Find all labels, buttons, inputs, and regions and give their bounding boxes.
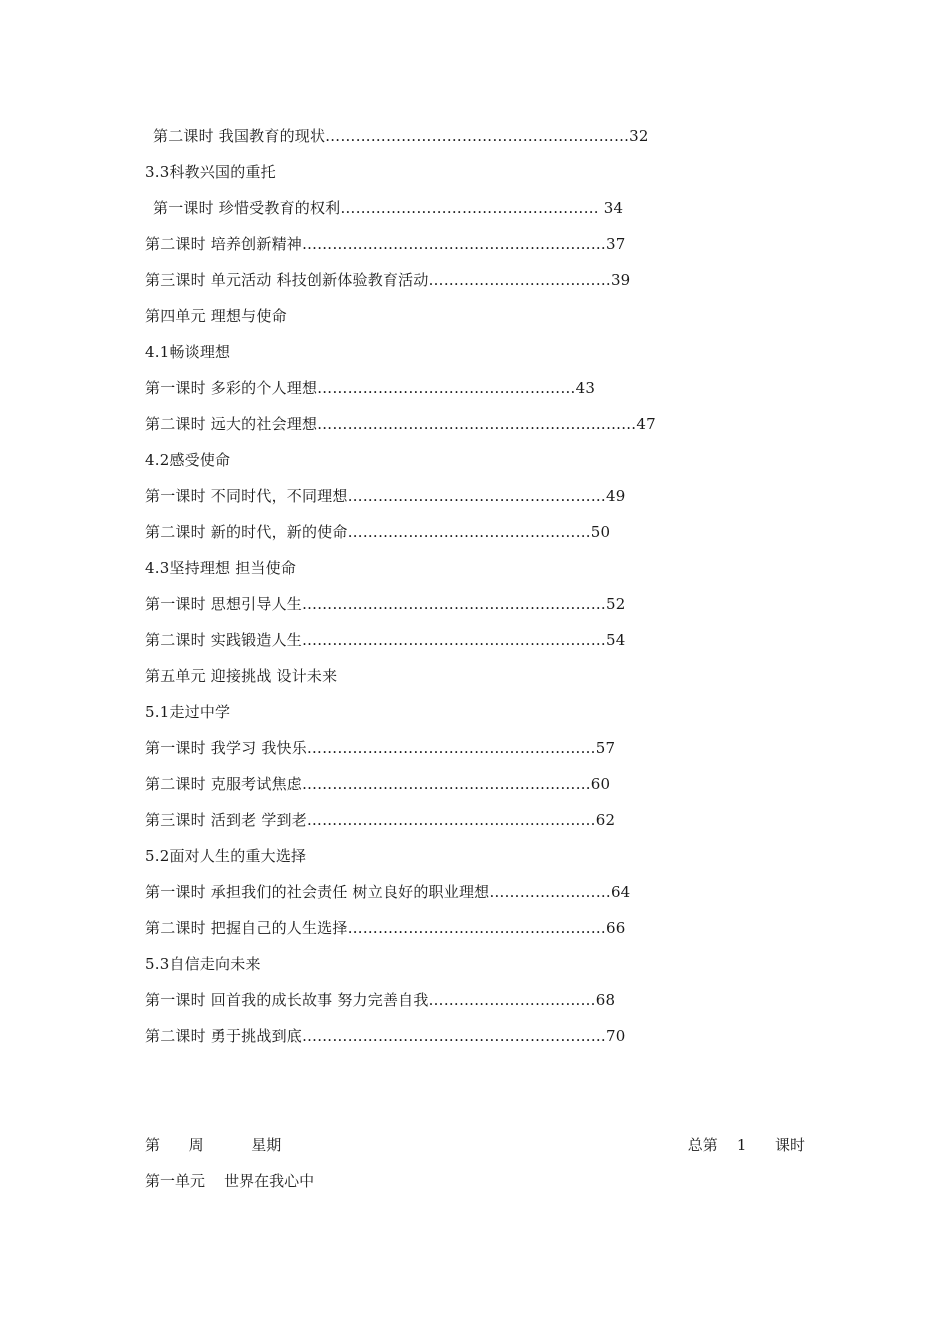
toc-entry: 第二课时 我国教育的现状……………………………………………………32 xyxy=(153,127,649,145)
toc-entry: 4.2感受使命 xyxy=(145,451,231,469)
toc-entry: 第二课时 把握自己的人生选择……………………………………………66 xyxy=(145,919,626,937)
toc-entry: 5.3自信走向未来 xyxy=(145,955,261,973)
toc-entry: 4.1畅谈理想 xyxy=(145,343,231,361)
toc-entry: 第一课时 珍惜受教育的权利…………………………………………… 34 xyxy=(153,199,624,217)
toc-entry: 第三课时 活到老 学到老…………………………………………………62 xyxy=(145,811,616,829)
toc-entry: 第二课时 克服考试焦虑…………………………………………………60 xyxy=(145,775,611,793)
toc-entry: 第一课时 多彩的个人理想……………………………………………43 xyxy=(145,379,596,397)
toc-entry: 第四单元 理想与使命 xyxy=(145,307,287,325)
toc-entry: 第二课时 新的时代，新的使命…………………………………………50 xyxy=(145,523,611,541)
toc-entry: 第二课时 培养创新精神……………………………………………………37 xyxy=(145,235,626,253)
lesson-schedule-row xyxy=(145,1131,805,1159)
week-day-label: 第 周 星期 xyxy=(145,1136,282,1154)
toc-entry: 第二课时 远大的社会理想………………………………………………………47 xyxy=(145,415,656,433)
toc-entry: 5.2面对人生的重大选择 xyxy=(145,847,307,865)
table-of-contents xyxy=(145,122,705,1058)
toc-entry: 第一课时 思想引导人生……………………………………………………52 xyxy=(145,595,626,613)
toc-entry: 第三课时 单元活动 科技创新体验教育活动………………………………39 xyxy=(145,271,631,289)
toc-entry: 第一课时 承担我们的社会责任 树立良好的职业理想……………………64 xyxy=(145,883,631,901)
toc-entry: 3.3科教兴国的重托 xyxy=(145,163,276,181)
toc-entry: 5.1走过中学 xyxy=(145,703,231,721)
total-lesson-count: 总第 1 课时 xyxy=(687,1136,805,1154)
toc-entry: 第二课时 实践锻造人生……………………………………………………54 xyxy=(145,631,626,649)
toc-entry: 第一课时 回首我的成长故事 努力完善自我……………………………68 xyxy=(145,991,616,1009)
toc-entry: 第二课时 勇于挑战到底……………………………………………………70 xyxy=(145,1027,626,1045)
toc-entry: 第一课时 我学习 我快乐…………………………………………………57 xyxy=(145,739,616,757)
unit-heading: 第一单元 世界在我心中 xyxy=(145,1172,315,1190)
toc-entry: 第五单元 迎接挑战 设计未来 xyxy=(145,667,338,685)
toc-entry: 第一课时 不同时代，不同理想……………………………………………49 xyxy=(145,487,626,505)
toc-entry: 4.3坚持理想 担当使命 xyxy=(145,559,297,577)
